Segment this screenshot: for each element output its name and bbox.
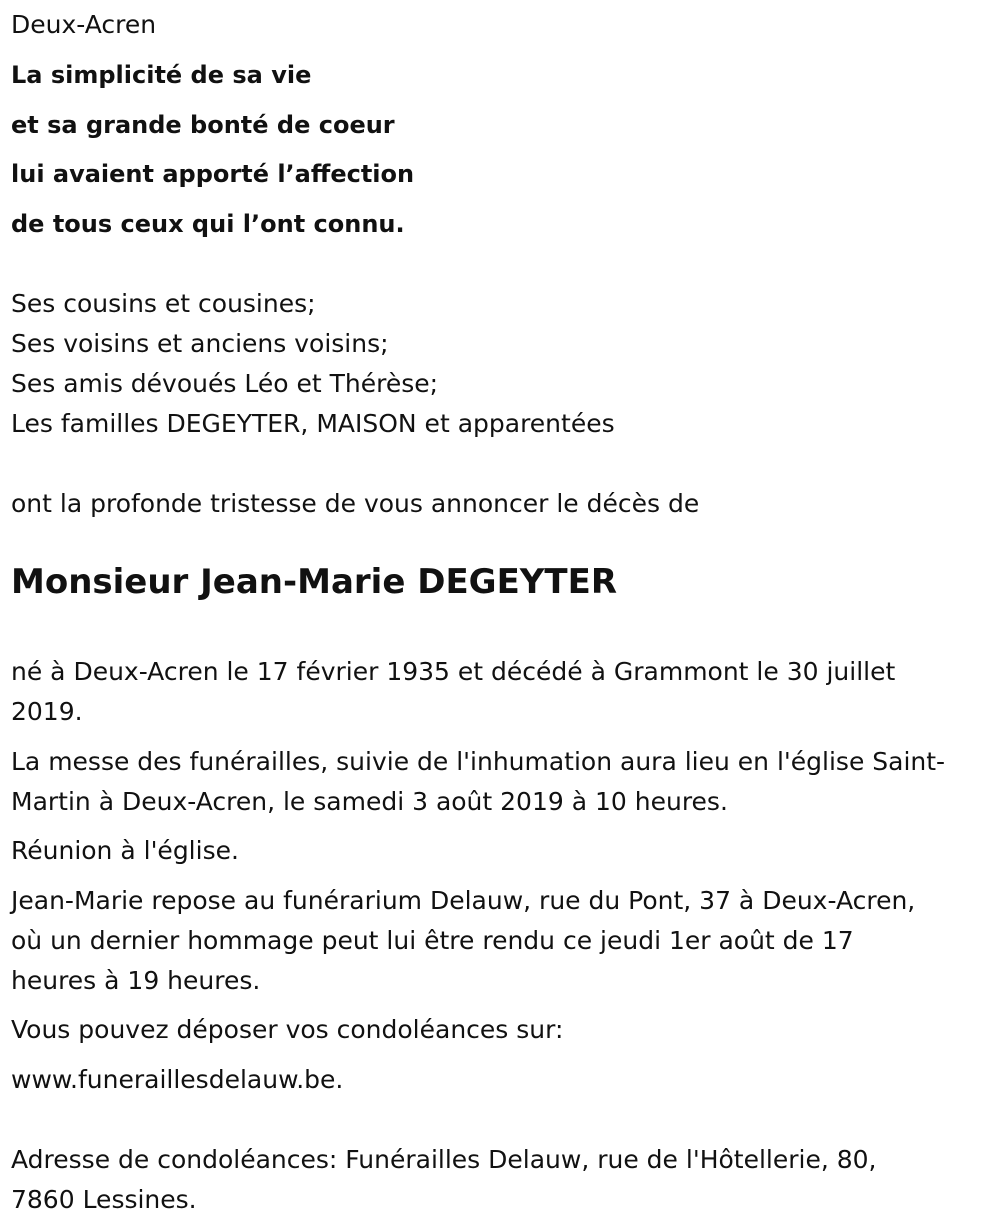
verse-line-3: lui avaient apporté l’affection — [11, 160, 415, 188]
announcement-text: ont la profonde tristesse de vous annoncer le décès de — [11, 489, 700, 518]
repose-line-3: heures à 19 heures. — [11, 966, 261, 995]
family-line-2: Ses voisins et anciens voisins; — [11, 329, 389, 358]
birth-death-line-2: 2019. — [11, 697, 83, 726]
condolences-intro: Vous pouvez déposer vos condoléances sur: — [11, 1015, 564, 1044]
family-line-3: Ses amis dévoués Léo et Thérèse; — [11, 369, 439, 398]
birth-death-line-1: né à Deux-Acren le 17 février 1935 et décédé à Grammont le 30 juillet — [11, 657, 896, 686]
address-line-1: Adresse de condoléances: Funérailles Delauw, rue de l'Hôtellerie, 80, — [11, 1145, 877, 1174]
repose-line-1: Jean-Marie repose au funérarium Delauw, rue du Pont, 37 à Deux-Acren, — [11, 886, 916, 915]
address-line-2: 7860 Lessines. — [11, 1185, 197, 1214]
family-line-4: Les familles DEGEYTER, MAISON et apparentées — [11, 409, 615, 438]
repose-line-2: où un dernier hommage peut lui être rendu ce jeudi 1er août de 17 — [11, 926, 854, 955]
funeral-line-1: La messe des funérailles, suivie de l'inhumation aura lieu en l'église Saint- — [11, 747, 946, 776]
verse-line-2: et sa grande bonté de coeur — [11, 111, 395, 139]
verse-line-4: de tous ceux qui l’ont connu. — [11, 210, 405, 238]
location-text: Deux-Acren — [11, 10, 157, 39]
funeral-line-2: Martin à Deux-Acren, le samedi 3 août 2019 à 10 heures. — [11, 787, 728, 816]
meeting-text: Réunion à l'église. — [11, 836, 239, 865]
verse-line-1: La simplicité de sa vie — [11, 61, 312, 89]
website-link[interactable]: www.funeraillesdelauw.be. — [11, 1065, 344, 1094]
family-line-1: Ses cousins et cousines; — [11, 289, 316, 318]
deceased-name: Monsieur Jean-Marie DEGEYTER — [11, 562, 618, 602]
